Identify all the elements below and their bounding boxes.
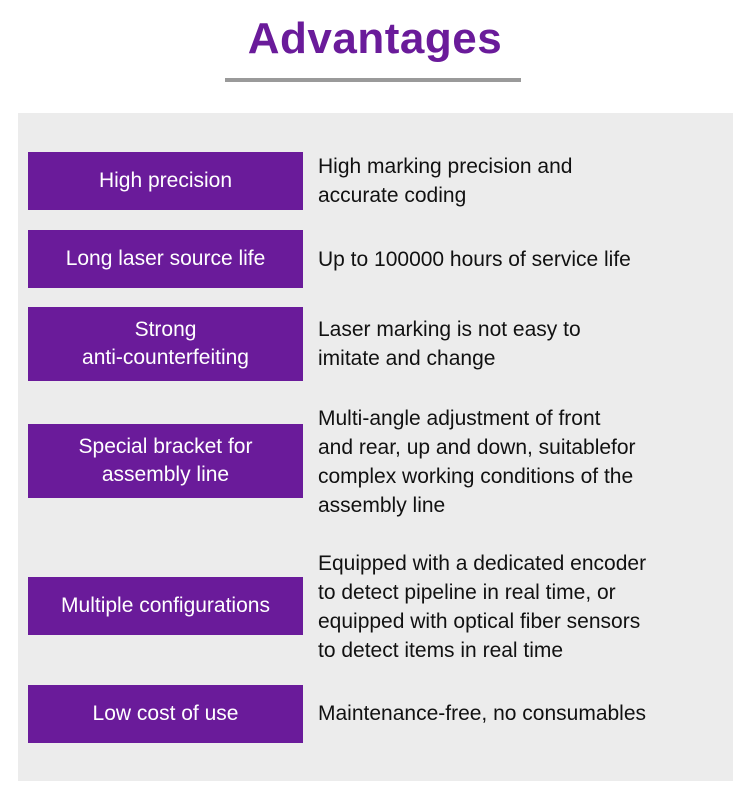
advantage-label-text: Strong anti-counterfeiting: [82, 318, 249, 369]
advantage-description: [318, 151, 718, 211]
advantage-label-text: Low cost of use: [92, 702, 239, 725]
page-title: Advantages: [247, 14, 503, 63]
advantage-label-text: Long laser source life: [65, 247, 266, 270]
advantage-label-text: High precision: [98, 169, 233, 192]
advantage-description-text: Up to 100000 hours of service life: [318, 247, 631, 271]
advantage-label: [28, 577, 303, 635]
advantage-description: [318, 314, 718, 374]
title-underline: [225, 78, 521, 82]
advantage-label-text: Special bracket for assembly line: [78, 435, 253, 486]
advantage-description-text: Multi-angle adjustment of front and rear, up and down, suitablefor complex working conditions of the assembly line: [318, 407, 636, 517]
advantage-description-text: Maintenance-free, no consumables: [318, 701, 647, 725]
advantage-label: [28, 685, 303, 743]
advantage-description: [318, 403, 718, 521]
advantage-label-text: Multiple configurations: [61, 594, 270, 617]
advantage-label: [28, 152, 303, 210]
advantage-description-text: Equipped with a dedicated encoder to detect pipeline in real time, or equipped with optical fiber sensors to detect items in real time: [318, 552, 647, 662]
advantage-label: [28, 424, 303, 498]
advantage-description: [318, 548, 718, 666]
advantage-description: [318, 230, 718, 288]
advantage-label: [28, 230, 303, 288]
advantage-label: [28, 307, 303, 381]
advantage-description-text: Laser marking is not easy to imitate and change: [318, 318, 581, 370]
advantage-description: [318, 684, 718, 742]
advantages-panel: [18, 113, 733, 781]
advantage-description-text: High marking precision and accurate coding: [318, 155, 573, 207]
